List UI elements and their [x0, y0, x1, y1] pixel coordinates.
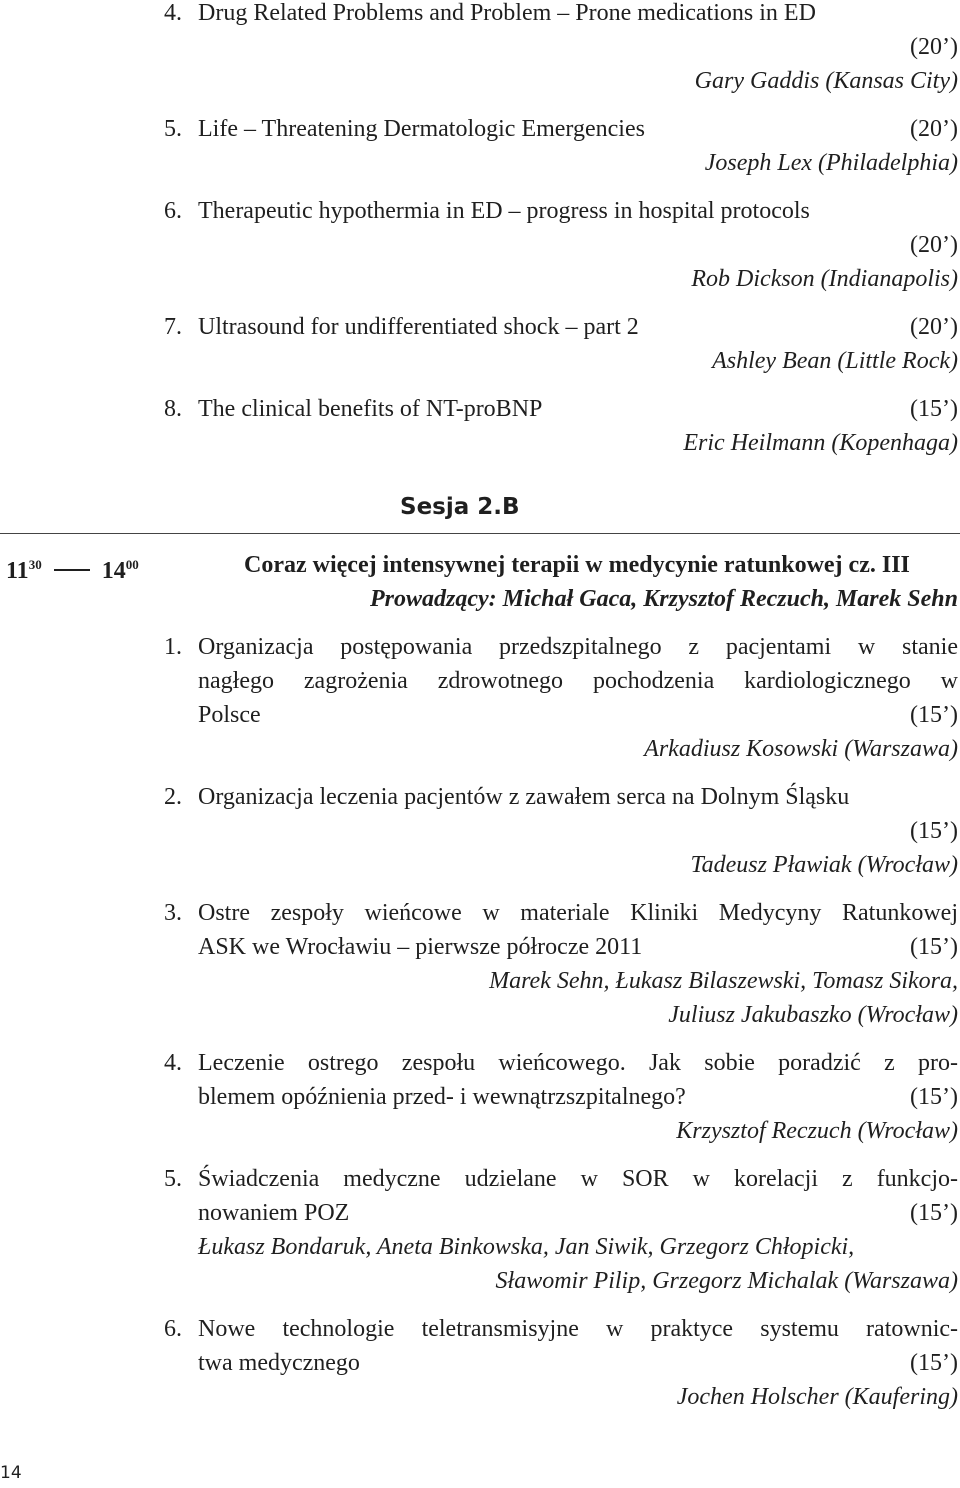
item-speaker: Gary Gaddis (Kansas City) [694, 68, 958, 94]
programme-item [164, 310, 958, 378]
programme-item [164, 896, 958, 1032]
item-speaker: Jochen Holscher (Kaufering) [676, 1384, 958, 1410]
item-title-line [198, 1196, 958, 1230]
programme-item [164, 392, 958, 460]
item-body [198, 194, 958, 296]
item-title-text: Polsce [198, 702, 261, 728]
time-end-hour: 14 [101, 558, 126, 584]
item-title-line: Therapeutic hypothermia in ED – progress in hospital protocols [198, 198, 810, 224]
item-number: 1. [164, 634, 182, 660]
item-title-text: twa medycznego [198, 1350, 360, 1376]
item-body [198, 0, 958, 98]
item-title-text: ASK we Wrocławiu – pierwsze półrocze 2011 [198, 934, 643, 960]
time-start-minute: 30 [28, 557, 42, 572]
item-body [198, 392, 958, 460]
item-duration: (20’) [910, 34, 958, 60]
session-time [6, 548, 139, 588]
item-title-text: The clinical benefits of NT-proBNP [198, 396, 543, 422]
item-duration: (15’) [910, 396, 958, 422]
item-body [198, 1046, 958, 1148]
programme-item [164, 112, 958, 180]
item-title-line [198, 112, 958, 146]
item-title-line [198, 1080, 958, 1114]
item-body [198, 1312, 958, 1414]
item-body [198, 112, 958, 180]
item-spacer [164, 296, 958, 310]
item-speaker: Arkadiusz Kosowski (Warszawa) [644, 736, 958, 762]
time-dash [54, 569, 90, 571]
item-duration: (15’) [910, 702, 958, 728]
programme-item [164, 1046, 958, 1148]
item-speaker: Marek Sehn, Łukasz Bilaszewski, Tomasz Sikora, [489, 968, 958, 994]
item-title-text: nowaniem POZ [198, 1200, 350, 1226]
item-title-line: Leczenie ostrego zespołu wieńcowego. Jak sobie poradzić z pro- [198, 1050, 958, 1076]
item-number: 2. [164, 784, 182, 810]
item-speaker: Juliusz Jakubaszko (Wrocław) [668, 1002, 958, 1028]
session-header [244, 548, 958, 616]
item-duration: (15’) [910, 1200, 958, 1226]
session-title: Sesja 2.B [400, 494, 520, 520]
item-speaker: Eric Heilmann (Kopenhaga) [683, 430, 958, 456]
item-title-line: Nowe technologie teletransmisyjne w praktyce systemu ratownic- [198, 1316, 958, 1342]
item-duration: (20’) [910, 116, 958, 142]
item-title-line [198, 930, 958, 964]
programme-item [164, 1162, 958, 1298]
item-duration: (20’) [910, 314, 958, 340]
item-spacer [164, 882, 958, 896]
programme-item [164, 194, 958, 296]
section-divider [0, 533, 960, 534]
item-spacer [164, 1298, 958, 1312]
item-number: 3. [164, 900, 182, 926]
item-title-text: blemem opóźnienia przed- i wewnątrzszpitalnego? [198, 1084, 686, 1110]
item-number: 7. [164, 314, 182, 340]
item-number: 6. [164, 1316, 182, 1342]
item-duration: (15’) [910, 1084, 958, 1110]
programme-item [164, 0, 958, 98]
item-spacer [164, 98, 958, 112]
programme-top [164, 0, 958, 474]
item-spacer [164, 1148, 958, 1162]
session-chairs: Prowadzący: Michał Gaca, Krzysztof Reczuch, Marek Sehn [369, 586, 958, 612]
item-title-text: Ultrasound for undifferentiated shock – part 2 [198, 314, 639, 340]
item-duration: (15’) [910, 1350, 958, 1376]
item-title-line: Świadczenia medyczne udzielane w SOR w korelacji z funkcjo- [198, 1166, 958, 1192]
item-speaker: Krzysztof Reczuch (Wrocław) [676, 1118, 958, 1144]
item-number: 6. [164, 198, 182, 224]
item-spacer [164, 766, 958, 780]
session-heading: Coraz więcej intensywnej terapii w medycynie ratunkowej cz. III [244, 552, 910, 578]
programme-item [164, 630, 958, 766]
item-spacer [164, 1414, 958, 1428]
item-title-line: Ostre zespoły wieńcowe w materiale Kliniki Medycyny Ratunkowej [198, 900, 958, 926]
item-speaker: Rob Dickson (Indianapolis) [691, 266, 958, 292]
item-spacer [164, 1032, 958, 1046]
item-title-line: Drug Related Problems and Problem – Prone medications in ED [198, 0, 816, 26]
item-body [198, 1162, 958, 1298]
item-number: 8. [164, 396, 182, 422]
programme-bottom [164, 630, 958, 1428]
item-title-line: Organizacja leczenia pacjentów z zawałem serca na Dolnym Śląsku [198, 784, 850, 810]
item-speaker: Joseph Lex (Philadelphia) [704, 150, 958, 176]
item-title-line: nagłego zagrożenia zdrowotnego pochodzenia kardiologicznego w [198, 668, 958, 694]
item-number: 4. [164, 1050, 182, 1076]
item-number: 5. [164, 116, 182, 142]
item-title-line: Organizacja postępowania przedszpitalnego z pacjentami w stanie [198, 634, 958, 660]
page-number: 14 [0, 1463, 22, 1483]
item-spacer [164, 378, 958, 392]
item-title-text: Life – Threatening Dermatologic Emergencies [198, 116, 645, 142]
item-duration: (20’) [910, 232, 958, 258]
item-title-line [198, 1346, 958, 1380]
item-title-line [198, 392, 958, 426]
item-duration: (15’) [910, 818, 958, 844]
item-spacer [164, 180, 958, 194]
item-speaker: Tadeusz Pławiak (Wrocław) [690, 852, 958, 878]
item-number: 4. [164, 0, 182, 26]
time-start-hour: 11 [6, 558, 29, 584]
item-title-line [198, 698, 958, 732]
item-body [198, 780, 958, 882]
programme-item [164, 1312, 958, 1414]
item-body [198, 630, 958, 766]
item-speaker: Łukasz Bondaruk, Aneta Binkowska, Jan Siwik, Grzegorz Chłopicki, [198, 1234, 855, 1260]
item-body [198, 896, 958, 1032]
item-title-line [198, 310, 958, 344]
time-end-minute: 00 [125, 557, 139, 572]
item-spacer [164, 460, 958, 474]
item-speaker: Sławomir Pilip, Grzegorz Michalak (Warszawa) [495, 1268, 958, 1294]
item-duration: (15’) [910, 934, 958, 960]
item-number: 5. [164, 1166, 182, 1192]
programme-item [164, 780, 958, 882]
item-speaker: Ashley Bean (Little Rock) [712, 348, 958, 374]
item-body [198, 310, 958, 378]
